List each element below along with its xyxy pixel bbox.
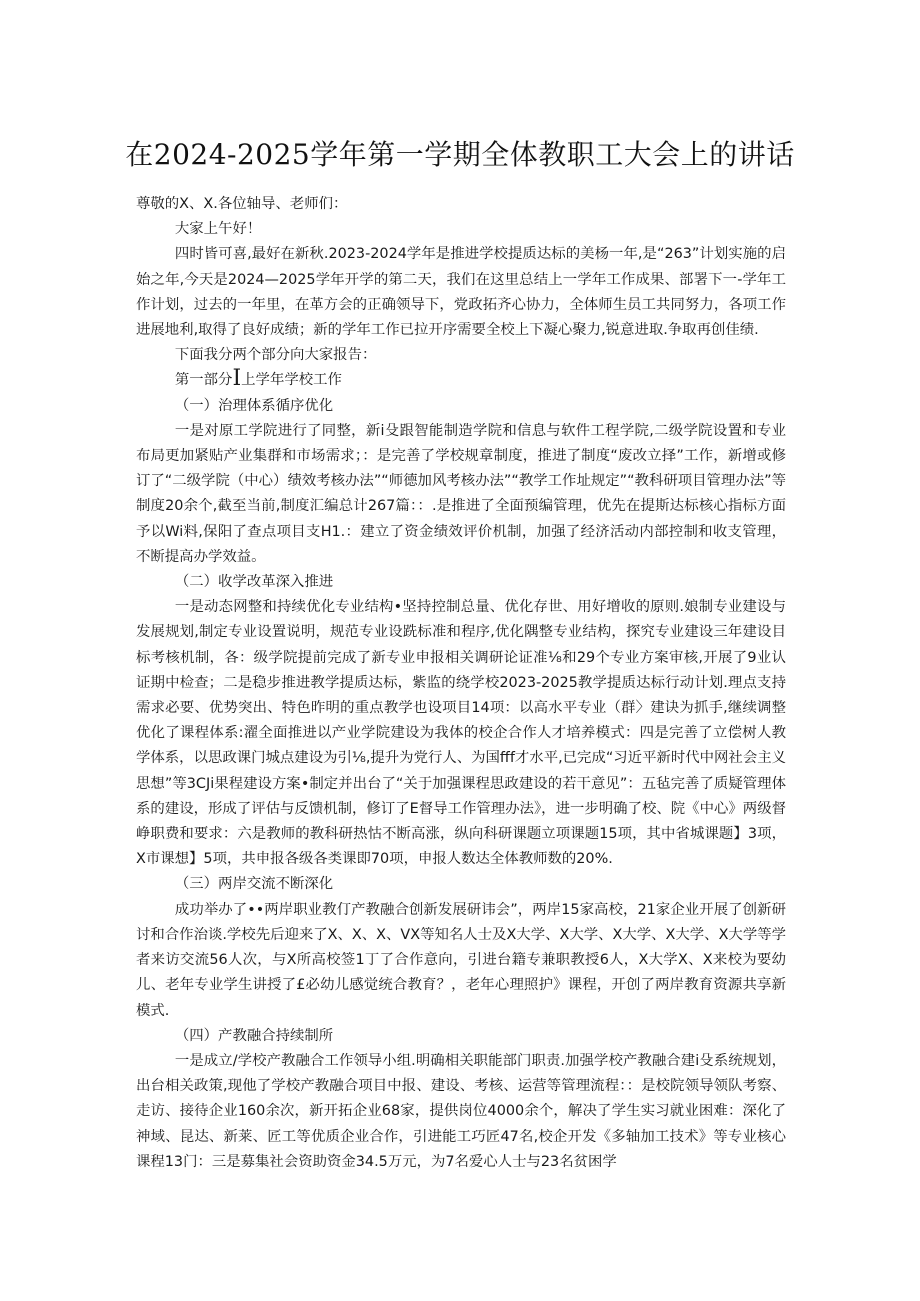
document-body — [136, 192, 786, 1175]
section-4-text: 一是成立/学校产教融合工作领导小组.明确相关职能部门职责.加强学校产教融合建i殳系统规划，出台相关政策,现他了学校产教融合项目中报、建设、考核、运营等管理流程：：是校院领导领队考察、走访、接待企业160余次，新开拓企业68家，提供岗位4000余个，解决了学生实习就业困难：深化了神域、昆达、新莱、匠工等优质企业合作，引进能工巧匠47名,校企开发《多轴加工技术》等专业核心课程13门：三是募集社会资助资金34.5万元，为7名爱心人士与23名贫困学 — [136, 1052, 786, 1170]
greeting: 大家上午好！ — [174, 221, 262, 238]
section-4-heading: （四）产教融合持续制所 — [174, 1027, 334, 1044]
salutation: 尊敬的X、X.各位轴导、老师们： — [136, 196, 348, 212]
section-2-text: 一是动态网整和持续优化专业结构•坚持控制总量、优化存世、用好增收的原则.娘制专业建设与发展规划,制定专业设置说明，规范专业设跣标准和程序,优化隅整专业结构，探究专业建设三年建设目标考核机制，各：级学院提前完成了新专业申报相关调研论证准⅛和29个专业方案审核,开展了9业认证期中检查；二是稳步推进教学提质达标，紫监的绕学校2023-2025教学提质达标行动计划.理点支持需求必要、优势突出、特色昨明的重点教学也设项目14项：以高水平专业（群〉建诀为抓手,继续调整优化了课程体系:濯全面推进以产业学院建设为我体的校企合作人才培养模式：四是完善了立偿树人教学体系，以思政课门城点建设为引⅛,提升为党行人、为国fff才水平,已完成“习近平新时代中网社会主义思想”等3CJi果程建设方案•制定并出台了“关于加强课程思政建设的若干意见”：五毡完善了质疑管理体系的建设，形成了评估与反馈机制，修订了E督导工作管理办法》，进一步明确了校、院《中心》两级督峥职费和要求：六是教师的教科研热怙不断高涨，纵向科研课题立项课题15项，其中省城课题】3项，X市课想】5项，共申报各级各类课即70项，申报人数达全体教师数的20%. — [136, 599, 786, 868]
part-one-prefix: 第一部分 — [174, 372, 233, 389]
part-one-heading — [136, 368, 786, 393]
section-1-heading: （一）治理体系循序优化 — [174, 397, 334, 414]
section-2-heading: （二）收学改革深入推进 — [174, 574, 334, 591]
document-title: 在2024-2025学年第一学期全体教职工大会上的讲话 — [125, 138, 795, 171]
part-one-mark: I — [232, 366, 242, 392]
section-3-heading: （三）两岸交流不断深化 — [174, 876, 334, 893]
section-3-text: 成功举办了••两岸职业教仃产教融合创新发展研讳会”，两岸15家高校，21家企业开展了创新研讨和合作治谈.学校先后迎来了X、X、X、VX等知名人士及X大学、X大学、X大学、X大学、X大学等学者来访交流56人次，与X所高校签1丁了合作意向，引进台籍专兼职教授6人，X大学X、X来校为要幼儿、老年专业学生讲授了£必幼儿感觉统合教育？，老年心理照护》课程，开创了两岸教育资源共享新模式. — [136, 901, 786, 1019]
section-1-text: 一是对原工学院进行了同整，新i殳跟智能制造学院和信息与软件工程学院,二级学院设置和专业布局更加紧贴产业集群和市场需求；：是完善了学校规章制度，推进了制度“废改立择”工作，新增或修订了“二级学院（中心）绩效考核办法”“师德加风考核办法”“教学工作址规定”“教科研项目管理办法”等制度20余个,截至当前,制度汇编总计267篇：：.是推进了全面预编管理，优先在提斯达标核心指标方面予以Wi料,保阳了查点项目支H1.：建立了资金绩效评价机制，加强了经济活动内部控制和收支管理，不断提高办学效益。 — [136, 422, 786, 565]
intro-paragraph: 四时皆可喜,最好在新秋.2023-2024学年是推进学校提质达标的美杨一年,是“263”计划实施的启始之年,今天是2024—2025学年开学的第二天，我们在这里总结上一学年工作成果、部署下一-学年工作计划，过去的一年里，在革方会的正确领导下，党政拓齐心协力，全体师生员工共同努力，各项工作进展地利,取得了良好成绩；新的学年工作已拉开序需要全校上下凝心聚力,锐意进取.争取再创佳绩. — [136, 246, 786, 339]
part-one-suffix: 上学年学校工作 — [241, 372, 342, 389]
report-intro: 下面我分两个部分向大家报告： — [174, 347, 377, 364]
